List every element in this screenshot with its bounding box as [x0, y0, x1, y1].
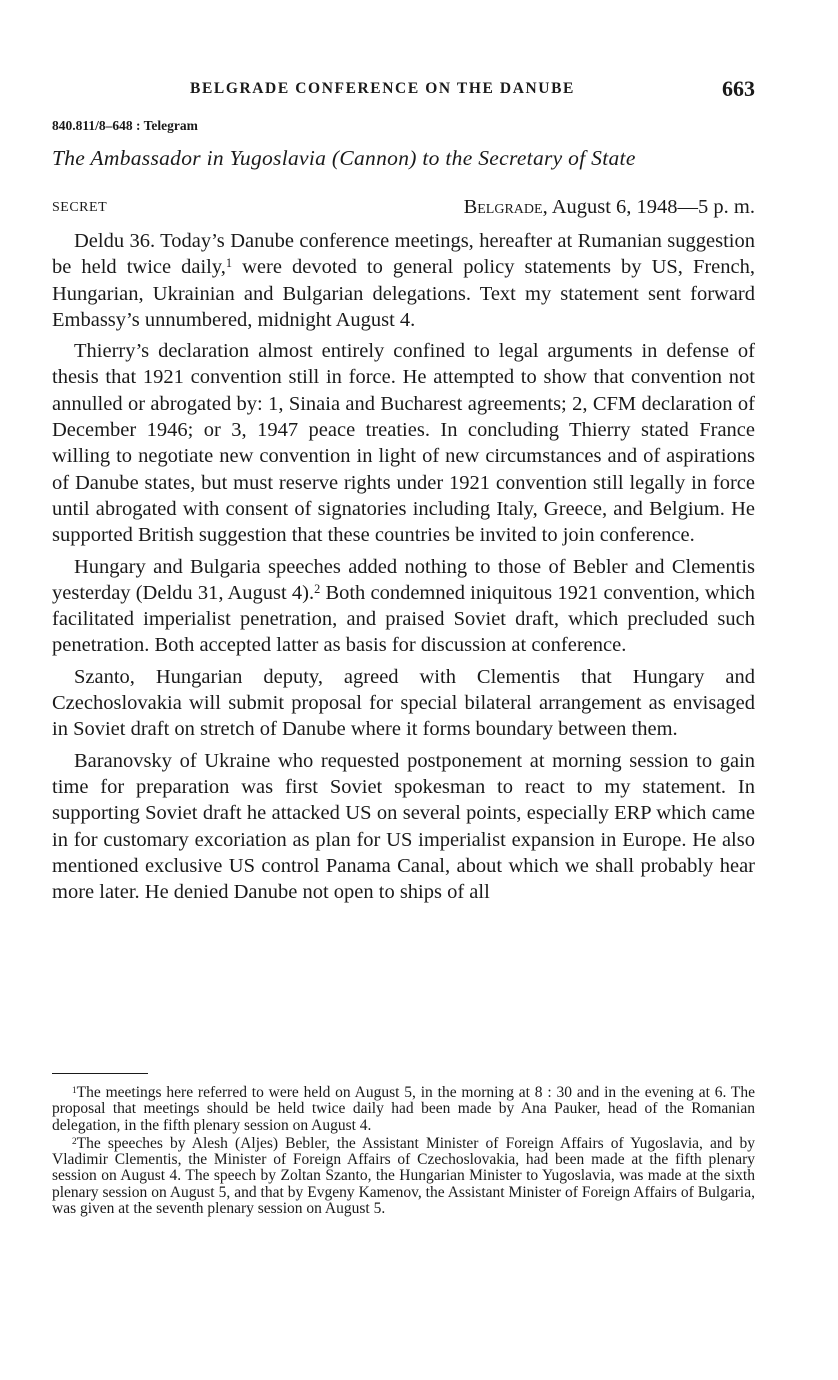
paragraph-1-text-a: Deldu 36. Today’s Danube conference meetings, hereafter at Rumanian suggestion be held twice daily,	[52, 230, 755, 279]
telegram-body	[52, 228, 755, 910]
paragraph-3	[52, 554, 755, 659]
paragraph-2: Thierry’s declaration almost entirely confined to legal arguments in defense of thesis that 1921 convention still in force. He attempted to show that convention not annulled or abrogated by: 1, Sinaia and Bucharest agreements; 2, CFM declaration of December 1946; or 3, 1947 peace treaties. In concluding Thierry stated France willing to negotiate new convention in light of new circumstances and of aspirations of Danube states, but must reserve rights under 1921 convention still legally in force until abrogated with consent of signatories including Italy, Greece, and Belgium. He supported British suggestion that these countries be invited to join conference.	[52, 340, 755, 547]
document-heading	[52, 146, 755, 171]
footnote-2-text: The speeches by Alesh (Aljes) Bebler, the Assistant Minister of Foreign Affairs of Yugoslavia, and by Vladimir Clementis, the Minister of Foreign Affairs of Czechoslovakia, had been made at the fifth plenary session on August 4. The speech by Zoltan Szanto, the Hungarian Minister to Yugoslavia, was made at the sixth plenary session on August 5, and that by Evgeny Kamenov, the Assistant Minister of Foreign Affairs of Bulgaria, was given at the seventh plenary session on August 5.	[52, 1134, 755, 1217]
footnote-1-marker: 1	[72, 1086, 77, 1096]
footnotes	[52, 1083, 755, 1217]
paragraph-3-text-a: Hungary and Bulgaria speeches added nothing to those of Bebler and Clementis yesterday (Deldu 31, August 4).	[52, 555, 755, 604]
footnote-2-marker: 2	[72, 1136, 77, 1147]
paragraph-1	[52, 228, 755, 333]
place-and-date	[464, 196, 755, 219]
footnote-1-text: The meetings here referred to were held on August 5, in the morning at 8 : 30 and in the evening at 6. The proposal that meetings should be held twice daily had been made by Ana Pauker, head of the Romanian delegation, in the fifth plenary session on August 4.	[52, 1084, 755, 1134]
running-header	[52, 78, 755, 106]
footnote-2	[52, 1134, 755, 1217]
page-number: 663	[722, 76, 755, 101]
footnote-divider	[52, 1073, 148, 1074]
paragraph-1-text-b: were devoted to general policy statements by US, French, Hungarian, Ukrainian and Bulgarian delegations. Text my statement sent forward Embassy’s unnumbered, midnight August 4.	[52, 256, 755, 331]
paragraph-3-text-b: Both condemned iniquitous 1921 convention, which facilitated imperialist penetration, and praised Soviet draft, which precluded such penetration. Both accepted latter as basis for discussion at conference.	[52, 581, 755, 657]
document-page	[52, 0, 755, 1380]
paragraph-4: Szanto, Hungarian deputy, agreed with Clementis that Hungary and Czechoslovakia will submit proposal for special bilateral arrangement as envisaged in Soviet draft on stretch of Danube where it forms boundary between them.	[52, 665, 755, 741]
paragraph-5: Baranovsky of Ukraine who requested postponement at morning session to gain time for preparation was first Soviet spokesman to react to my statement. In supporting Soviet draft he attacked US on several points, especially ERP which came in for customary excoriation as plan for US imperialist expansion in Europe. He also mentioned exclusive US control Panama Canal, about which we shall probably hear more later. He denied Danube not open to ships of all	[52, 749, 755, 904]
footnote-1	[52, 1083, 755, 1134]
date-value: , August 6, 1948—5 p. m.	[542, 196, 755, 218]
dateline	[52, 196, 755, 226]
running-title: BELGRADE CONFERENCE ON THE DANUBE	[190, 80, 575, 97]
footnote-ref-2: 2	[314, 581, 321, 596]
place-name: Belgrade	[463, 196, 543, 218]
file-number: 840.811/8–648 : Telegram	[52, 118, 198, 133]
footnote-ref-1: 1	[225, 256, 233, 271]
heading-suffix: ) to the Secretary of State	[409, 146, 636, 170]
classification-label: SECRET	[52, 200, 108, 215]
heading-name: Cannon	[339, 146, 410, 170]
heading-prefix: The Ambassador in Yugoslavia (	[52, 146, 340, 170]
